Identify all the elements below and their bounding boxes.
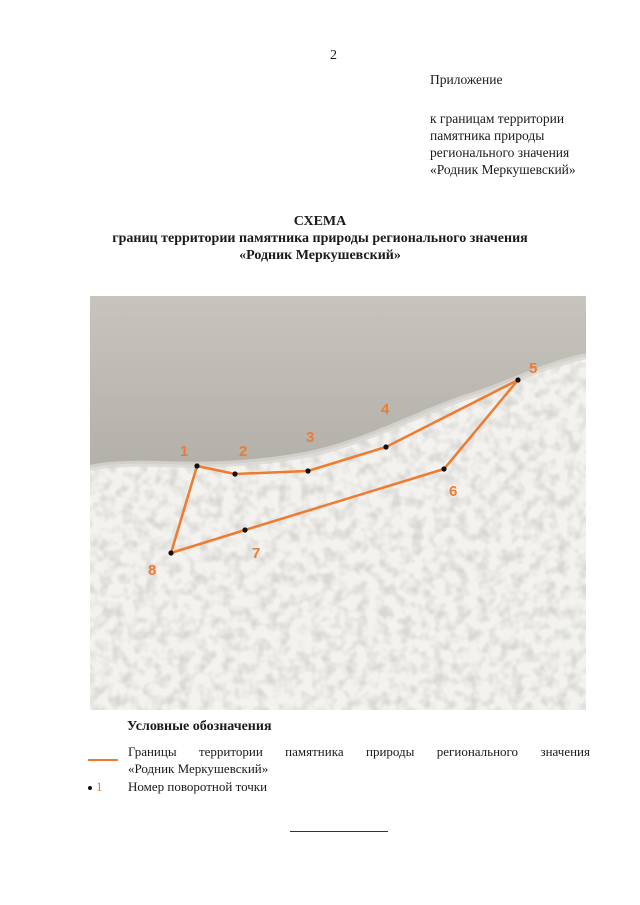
- scheme-title: [0, 213, 640, 264]
- satellite-map: [90, 296, 586, 710]
- vertex-7: [242, 527, 247, 532]
- vertex-1: [194, 463, 199, 468]
- point-label-7: 7: [252, 545, 261, 562]
- legend-heading: Условные обозначения: [127, 719, 272, 734]
- scheme-title-line2: границ территории памятника природы регионального значения: [112, 231, 528, 246]
- scheme-title-line1: СХЕМА: [293, 214, 347, 229]
- vertex-6: [441, 466, 446, 471]
- appendix-line: регионального значения: [430, 145, 570, 160]
- footer-divider: [290, 831, 388, 832]
- point-label-1: 1: [180, 443, 189, 460]
- page-number: 2: [330, 48, 337, 63]
- vertex-2: [232, 471, 237, 476]
- appendix-title: Приложение: [430, 72, 503, 87]
- point-label-8: 8: [148, 562, 157, 579]
- appendix-text: [430, 110, 630, 178]
- map-svg: [90, 296, 586, 710]
- legend-point-number: 1: [96, 779, 103, 794]
- point-label-4: 4: [381, 401, 390, 418]
- legend-point-sample: [88, 779, 103, 795]
- point-label-6: 6: [449, 483, 458, 500]
- appendix-line: памятника природы: [430, 128, 545, 143]
- point-label-3: 3: [306, 429, 315, 446]
- legend-boundary-text-continued: «Родник Меркушевский»: [128, 761, 269, 776]
- legend-boundary-line-sample: [88, 759, 118, 761]
- vertex-3: [305, 468, 310, 473]
- point-dot-icon: [88, 786, 92, 790]
- scheme-title-line3: «Родник Меркушевский»: [239, 248, 401, 263]
- legend-point-text: Номер поворотной точки: [128, 779, 268, 794]
- appendix-line: к границам территории: [430, 111, 565, 126]
- legend-boundary-text: Границы территории памятника природы регионального значения: [128, 744, 590, 759]
- appendix-line: «Родник Меркушевский»: [430, 162, 576, 177]
- vertex-4: [383, 444, 388, 449]
- point-label-2: 2: [239, 443, 248, 460]
- vertex-8: [168, 550, 173, 555]
- point-label-5: 5: [529, 360, 538, 377]
- vertex-5: [515, 377, 520, 382]
